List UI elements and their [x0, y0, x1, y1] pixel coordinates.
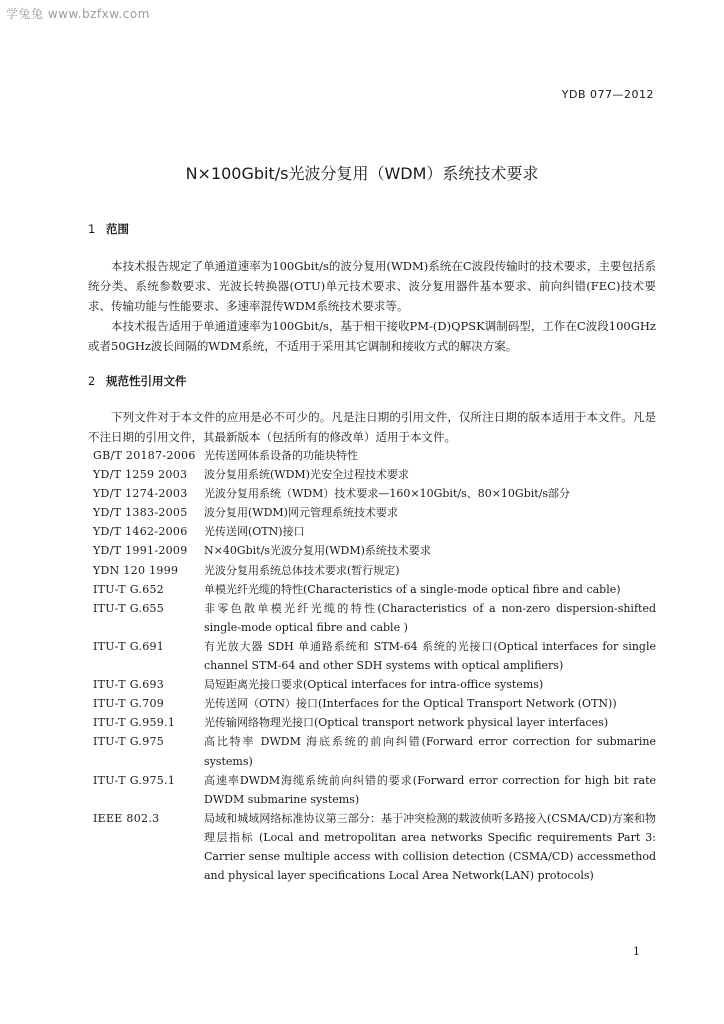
- section-1-paragraph-2: 本技术报告适用于单通道速率为100Gbit/s，基于相干接收PM-(D)QPSK调制码型，工作在C波段100GHz或者50GHz波长间隔的WDM系统，不适用于采用其它调制和接收方式的解决方案。: [88, 319, 656, 353]
- reference-item: [93, 522, 656, 541]
- reference-item: [93, 732, 656, 770]
- reference-item: [93, 713, 656, 732]
- reference-title: 光传输网络物理光接口(Optical transport network physical layer interfaces): [204, 716, 609, 730]
- reference-code: ITU-T G.709: [93, 697, 165, 711]
- reference-item: [93, 541, 656, 560]
- reference-code: ITU-T G.652: [93, 582, 165, 596]
- reference-code: ITU-T G.691: [93, 639, 165, 653]
- reference-code: YD/T 1274-2003: [93, 487, 188, 501]
- reference-item: [93, 580, 656, 599]
- section-2-heading: [88, 373, 187, 389]
- section-1-number: 1: [88, 222, 96, 236]
- reference-title: 局短距离光接口要求(Optical interfaces for intra-office systems): [204, 678, 544, 692]
- watermark: 学兔兔 www.bzfxw.com: [6, 7, 150, 21]
- reference-code: YDN 120 1999: [93, 563, 179, 577]
- reference-code: ITU-T G.693: [93, 678, 165, 692]
- reference-code: YD/T 1383-2005: [93, 506, 188, 520]
- reference-title: 单模光纤光缆的特性(Characteristics of a single-mode optical fibre and cable): [204, 582, 621, 596]
- reference-title: 光传送网体系设备的功能块特性: [204, 449, 358, 462]
- standard-code: YDB 077—2012: [561, 88, 654, 101]
- reference-title: 光传送网(OTN)接口: [204, 525, 305, 539]
- reference-item: [93, 561, 656, 580]
- section-1-heading: [88, 221, 129, 237]
- reference-item: [93, 637, 656, 675]
- reference-title: 光波分复用系统（WDM）技术要求—160×10Gbit/s、80×10Gbit/s部分: [204, 487, 571, 501]
- reference-item: [93, 599, 656, 637]
- reference-code: ITU-T G.655: [93, 601, 165, 615]
- reference-title: 波分复用(WDM)网元管理系统技术要求: [204, 506, 398, 520]
- section-1-title: 范围: [106, 222, 129, 236]
- reference-title: 光传送网（OTN）接口(Interfaces for the Optical Transport Network (OTN)): [204, 697, 617, 711]
- reference-title: N×40Gbit/s光波分复用(WDM)系统技术要求: [204, 544, 431, 558]
- document-title: N×100Gbit/s光波分复用（WDM）系统技术要求: [185, 164, 539, 183]
- reference-code: IEEE 802.3: [93, 811, 160, 825]
- reference-code: ITU-T G.975: [93, 735, 165, 749]
- reference-item: [93, 675, 656, 694]
- section-1-paragraph-1: 本技术报告规定了单通道速率为100Gbit/s的波分复用(WDM)系统在C波段传输时的技术要求，主要包括系统分类、系统参数要求、光波长转换器(OTU)单元技术要求、波分复用器件基本要求、前向纠错(FEC)技术要求、传输功能与性能要求、多速率混传WDM系统技术要求等。: [88, 259, 656, 313]
- reference-item: [93, 771, 656, 809]
- reference-code: YD/T 1991-2009: [93, 544, 188, 558]
- section-2-number: 2: [88, 374, 96, 388]
- reference-item: [93, 809, 656, 885]
- section-2-title: 规范性引用文件: [106, 374, 187, 388]
- reference-item: [93, 484, 656, 503]
- reference-code: ITU-T G.975.1: [93, 773, 176, 787]
- reference-title: 有光放大器 SDH 单通路系统和 STM-64 系统的光接口(Optical interfaces for single channel STM-64 and other SDH systems with optical amplifiers): [204, 639, 656, 673]
- reference-code: YD/T 1259 2003: [93, 468, 188, 482]
- page-number: 1: [633, 945, 640, 958]
- reference-item: [93, 446, 656, 465]
- reference-item: [93, 503, 656, 522]
- reference-list: [93, 446, 656, 885]
- reference-code: GB/T 20187-2006: [93, 449, 196, 462]
- reference-title: 光波分复用系统总体技术要求(暂行规定): [204, 563, 400, 577]
- reference-title: 局域和城域网络标准协议第三部分：基于冲突检测的载波侦听多路接入(CSMA/CD)方案和物理层指标 (Local and metropolitan area networks Specific requirements Part 3: Carrier sense multiple access with collision detection (CSMA/CD) accessmethod and physical layer specifications Local Area Network(LAN) protocols): [204, 811, 656, 883]
- reference-title: 波分复用系统(WDM)光安全过程技术要求: [204, 468, 409, 482]
- section-2-intro: 下列文件对于本文件的应用是必不可少的。凡是注日期的引用文件，仅所注日期的版本适用于本文件。凡是不注日期的引用文件，其最新版本（包括所有的修改单）适用于本文件。: [88, 410, 656, 444]
- reference-title: 高比特率 DWDM 海底系统的前向纠错(Forward error correction for submarine systems): [204, 735, 656, 768]
- reference-item: [93, 694, 656, 713]
- reference-title: 高速率DWDM海缆系统前向纠错的要求(Forward error correction for high bit rate DWDM submarine systems): [204, 773, 656, 806]
- reference-title: 非零色散单模光纤光缆的特性(Characteristics of a non-zero dispersion-shifted single-mode optical fibre and cable ): [204, 601, 656, 634]
- reference-code: YD/T 1462-2006: [93, 525, 188, 539]
- reference-item: [93, 465, 656, 484]
- reference-code: ITU-T G.959.1: [93, 716, 176, 730]
